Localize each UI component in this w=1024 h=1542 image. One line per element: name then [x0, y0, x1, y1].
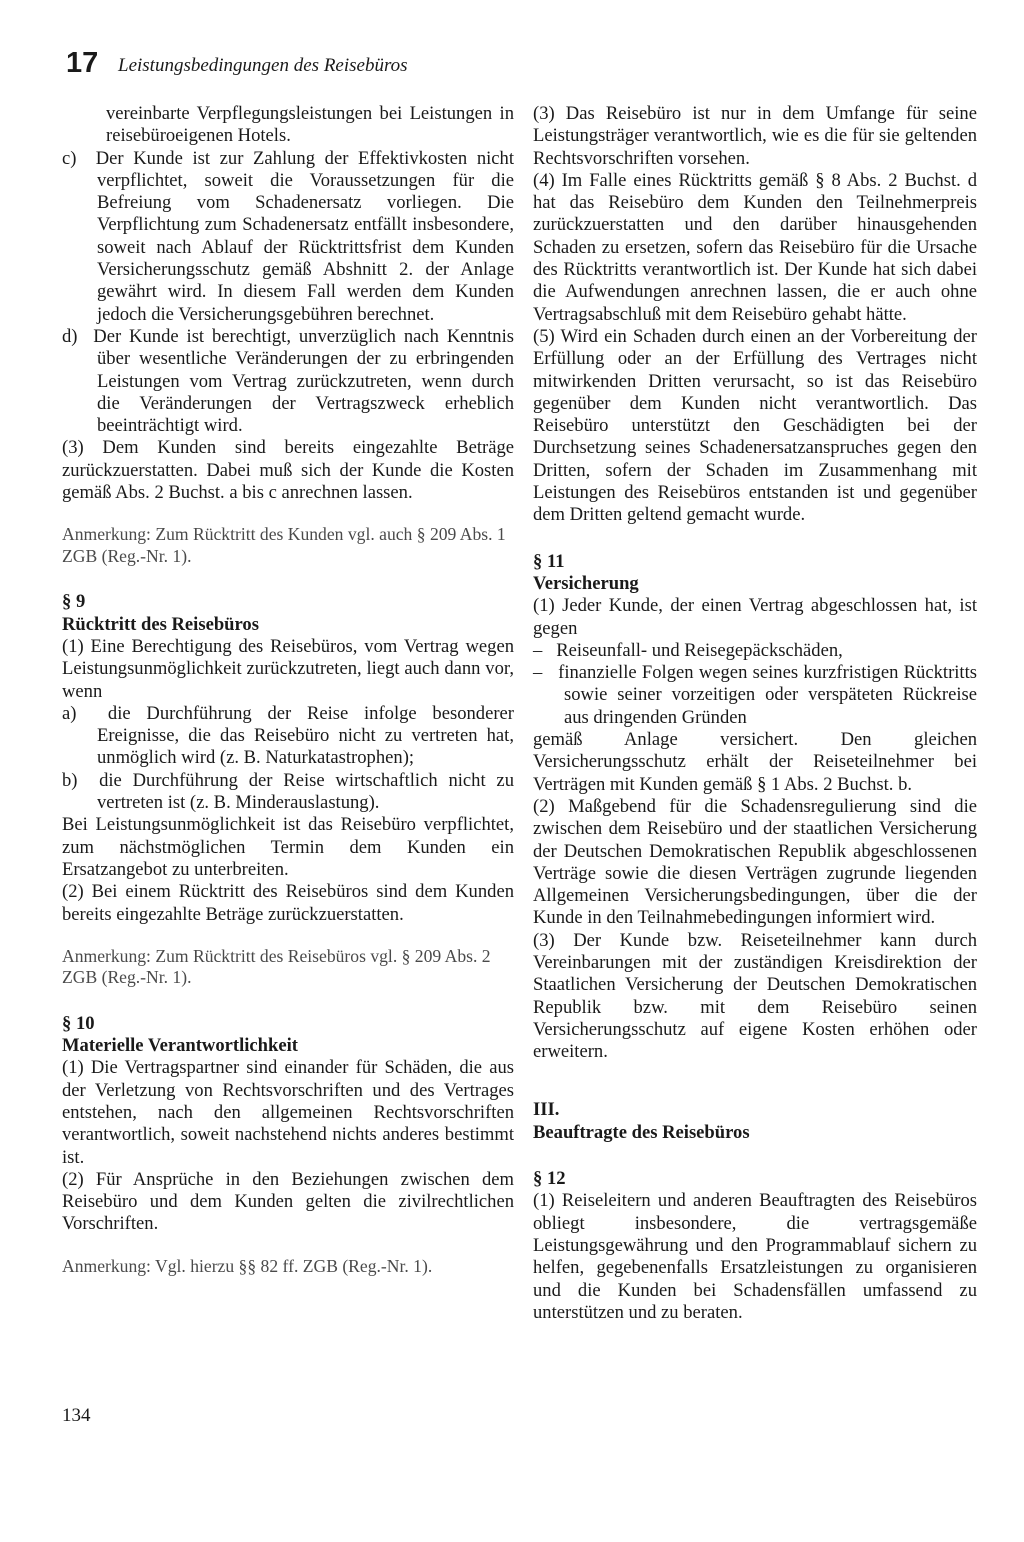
section-11-dash-item-1: – Reiseunfall- und Reisegepäckschäden,	[533, 639, 843, 661]
note-3: Anmerkung: Vgl. hierzu §§ 82 ff. ZGB (Reg.-Nr. 1).	[62, 1255, 433, 1276]
note-1: Anmerkung: Zum Rücktritt des Kunden vgl. auch § 209 Abs. 1 ZGB (Reg.-Nr. 1).	[62, 524, 506, 566]
section-11-title: Versicherung	[533, 572, 639, 594]
page-header	[66, 46, 966, 86]
section-9-text: Bei Leistungsunmöglichkeit ist das Reisebüro verpflichtet, zum nächstmöglichen Termin dem Kunden ein Ersatzangebot zu unterbreiten.	[62, 814, 514, 880]
section-9-paragraph-2: (2) Bei einem Rücktritt des Reisebüros sind dem Kunden bereits eingezahlte Beträge zurückzuerstatten.	[62, 881, 514, 925]
continued-paragraph: vereinbarte Verpflegungsleistungen bei Leistungen in reisebüroeigenen Hotels.	[106, 103, 514, 147]
section-12-number: § 12	[533, 1168, 566, 1190]
section-10-title: Materielle Verantwortlichkeit	[62, 1035, 298, 1057]
part-number: III.	[533, 1099, 560, 1121]
part-title: Beauftragte des Reisebüros	[533, 1121, 750, 1143]
page-number: 134	[62, 1405, 91, 1426]
left-column	[62, 103, 514, 1277]
item-d: d) Der Kunde ist berechtigt, unverzüglich nach Kenntnis über wesentliche Veränderungen der zu erbringenden Leistungen vom Vertrag zurückzutreten, wenn durch die Veränderungen der Vertragszweck erheblich beeinträchtigt wird.	[62, 325, 514, 437]
section-9-paragraph-1: (1) Eine Berechtigung des Reisebüros, vom Vertrag wegen Leistungsunmöglichkeit zurückzutreten, liegt auch dann vor, wenn	[62, 635, 514, 702]
running-title: Leistungsbedingungen des Reisebüros	[118, 55, 408, 76]
right-column	[533, 103, 977, 1324]
paragraph-3: (3) Dem Kunden sind bereits eingezahlte Beträge zurückzuerstatten. Dabei muß sich der Kunde die Kosten gemäß Abs. 2 Buchst. a bis c anrechnen lassen.	[62, 437, 514, 504]
section-11-dash-item-2: – finanzielle Folgen wegen seines kurzfristigen Rücktritts sowie seiner vorzeitigen oder verspäteten Rückreise aus dringenden Gründen	[533, 662, 977, 728]
section-9-item-b: b) die Durchführung der Reise wirtschaftlich nicht zu vertreten ist (z. B. Minderauslastung).	[62, 769, 514, 814]
section-11-paragraph-2: (2) Maßgebend für die Schadensregulierung sind die zwischen dem Reisebüro und der staatlichen Versicherung der Deutschen Demokratischen Republik abgeschlossenen Verträge sowie die diesen Verträgen zugrunde liegenden Allgemeinen Versicherungsbedingungen, über die der Kunde in den Teilnahmebedingungen informiert wird.	[533, 795, 977, 929]
section-10-paragraph-4: (4) Im Falle eines Rücktritts gemäß § 8 Abs. 2 Buchst. d hat das Reisebüro dem Kunden den Teilnehmerpreis zurückzuerstatten und den darüber hinausgehenden Schaden zu ersetzen, sofern das Reisebüro für die Ursache des Rücktritts verantwortlich ist. Der Kunde hat sich dabei die Aufwendungen anrechnen lassen, die er auch ohne Vertragsabschluß mit dem Reisebüro gehabt hätte.	[533, 169, 977, 325]
section-10-number: § 10	[62, 1012, 95, 1034]
section-10-paragraph-2: (2) Für Ansprüche in den Beziehungen zwischen dem Reisebüro und dem Kunden gelten die zivilrechtlichen Vorschriften.	[62, 1168, 514, 1235]
section-11-number: § 11	[533, 550, 565, 572]
chapter-number: 17	[66, 47, 99, 79]
section-9-item-a: a) die Durchführung der Reise infolge besonderer Ereignisse, die das Reisebüro nicht zu vertreten hat, unmöglich wird (z. B. Naturkatastrophen);	[62, 702, 514, 769]
item-c: c) Der Kunde ist zur Zahlung der Effektivkosten nicht verpflichtet, soweit die Voraussetzungen für die Befreiung vom Schadenersatz vorliegen. Die Verpflichtung zum Schadenersatz entfällt insbesondere, soweit nach Ablauf der Rücktrittsfrist dem Kunden Versicherungsschutz gemäß Abshnitt 2. der Anlage gewährt wird. In diesem Fall werden dem Kunden jedoch die Versicherungsgebühren berechnet.	[62, 147, 514, 325]
section-11-paragraph-1-continued: gemäß Anlage versichert. Den gleichen Versicherungsschutz erhält der Reiseteilnehmer bei Verträgen mit Kunden gemäß § 1 Abs. 2 Buchst. b.	[533, 729, 977, 795]
section-11-paragraph-1: (1) Jeder Kunde, der einen Vertrag abgeschlossen hat, ist gegen	[533, 595, 977, 639]
section-11-paragraph-3: (3) Der Kunde bzw. Reiseteilnehmer kann durch Vereinbarungen mit der zuständigen Kreisdirektion der Staatlichen Versicherung der Deutschen Demokratischen Republik bzw. mit dem Reisebüro seinen Versicherungsschutz auf eigene Kosten erhöhen oder erweitern.	[533, 929, 977, 1063]
section-10-paragraph-1: (1) Die Vertragspartner sind einander für Schäden, die aus der Verletzung von Rechtsvorschriften und des Vertrages entstehen, nach den allgemeinen Rechtsvorschriften verantwortlich, soweit nachstehend nichts anderes bestimmt ist.	[62, 1057, 514, 1168]
note-2: Anmerkung: Zum Rücktritt des Reisebüros vgl. § 209 Abs. 2 ZGB (Reg.-Nr. 1).	[62, 945, 491, 988]
section-10-paragraph-5: (5) Wird ein Schaden durch einen an der Vorbereitung der Erfüllung oder an der Erfüllung des Vertrages nicht mitwirkenden Dritten verursacht, so ist das Reisebüro gegenüber dem Kunden nicht verantwortlich. Das Reisebüro unterstützt den Geschädigten bei der Durchsetzung seines Schadenersatzanspruches gegen den Dritten, sofern der Schaden im Zusammenhang mit Leistungen des Reisebüros entstanden ist und gegenüber dem Dritten geltend gemacht wurde.	[533, 325, 977, 526]
section-10-paragraph-3: (3) Das Reisebüro ist nur in dem Umfange für seine Leistungsträger verantwortlich, wie es die für sie geltenden Rechtsvorschriften vorsehen.	[533, 103, 977, 169]
section-12-paragraph-1: (1) Reiseleitern und anderen Beauftragten des Reisebüros obliegt insbesondere, die vertragsgemäße Leistungsgewährung und den Programmablauf sichern zu helfen, gegebenenfalls Ersatzleistungen zu organisieren und die Kunden bei Schadensfällen umfassend zu unterstützen und zu beraten.	[533, 1190, 977, 1323]
section-9-title: Rücktritt des Reisebüros	[62, 613, 259, 635]
section-9-number: § 9	[62, 591, 86, 613]
